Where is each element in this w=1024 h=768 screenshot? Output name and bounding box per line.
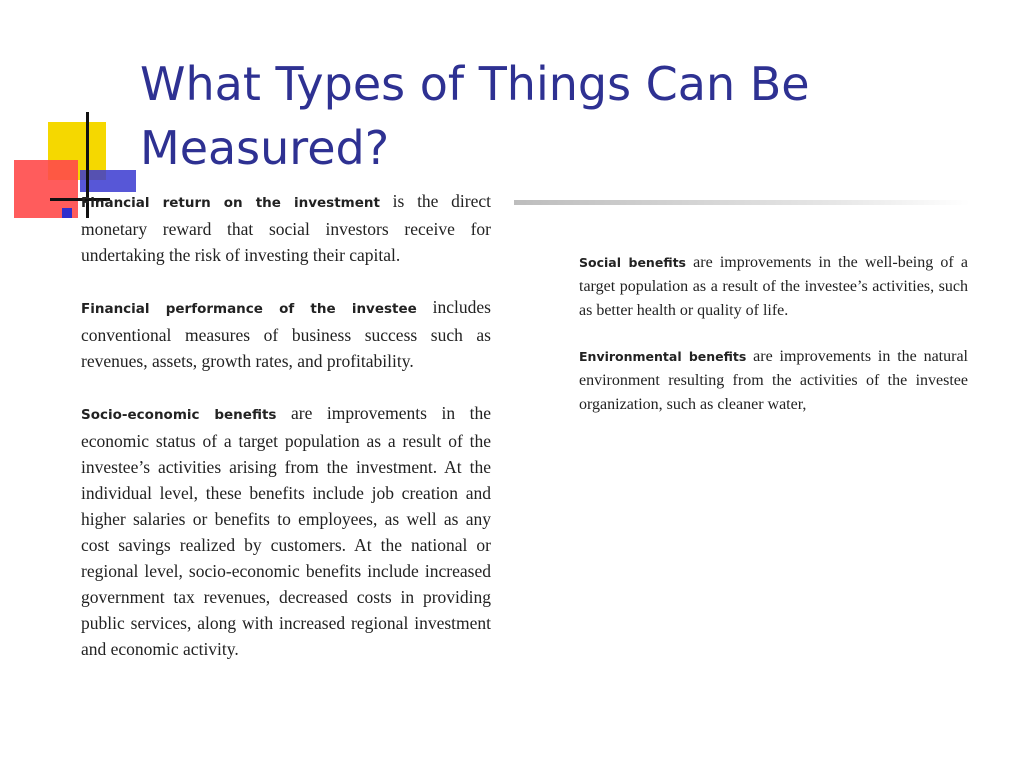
definition-environmental-benefits: are improvements in the natural environment resulting from the activities of the investee organization, such as cleaner water, <box>579 348 968 413</box>
definition-socio-economic: are improvements in the economic status of a target population as a result of the investee’s activities arising from the investment. At the individual level, these benefits include job creation and higher salaries or benefits to employees, as well as any cost savings realized by customers. At the national or regional level, socio-economic benefits include increased government tax revenues, decreased costs in providing public services, along with increased regional investment and economic activity. <box>81 403 491 659</box>
paragraph-socio-economic <box>81 400 491 662</box>
term-socio-economic: Socio-economic benefits <box>81 407 277 423</box>
paragraph-financial-performance <box>81 294 491 374</box>
slide-title: What Types of Things Can Be Measured? <box>140 57 810 175</box>
definition-social-benefits: are improvements in the well-being of a target population as a result of the investee’s activities, such as better health or quality of life. <box>579 254 968 319</box>
definition-financial-return: is the direct monetary reward that social investors receive for undertaking the risk of investing their capital. <box>81 191 491 265</box>
paragraph-environmental-benefits <box>579 345 968 417</box>
term-social-benefits: Social benefits <box>579 255 686 270</box>
definition-financial-performance: includes conventional measures of business success such as revenues, assets, growth rates, and profitability. <box>81 297 491 371</box>
paragraph-social-benefits <box>579 251 968 323</box>
term-environmental-benefits: Environmental benefits <box>579 349 747 364</box>
term-financial-return: Financial return on the investment <box>81 195 380 211</box>
term-financial-performance: Financial performance of the investee <box>81 301 417 317</box>
paragraph-financial-return <box>81 188 491 268</box>
right-text-column <box>579 251 968 439</box>
bullet-square <box>62 208 72 218</box>
title-divider-rule <box>514 200 970 205</box>
left-text-column <box>81 188 491 688</box>
